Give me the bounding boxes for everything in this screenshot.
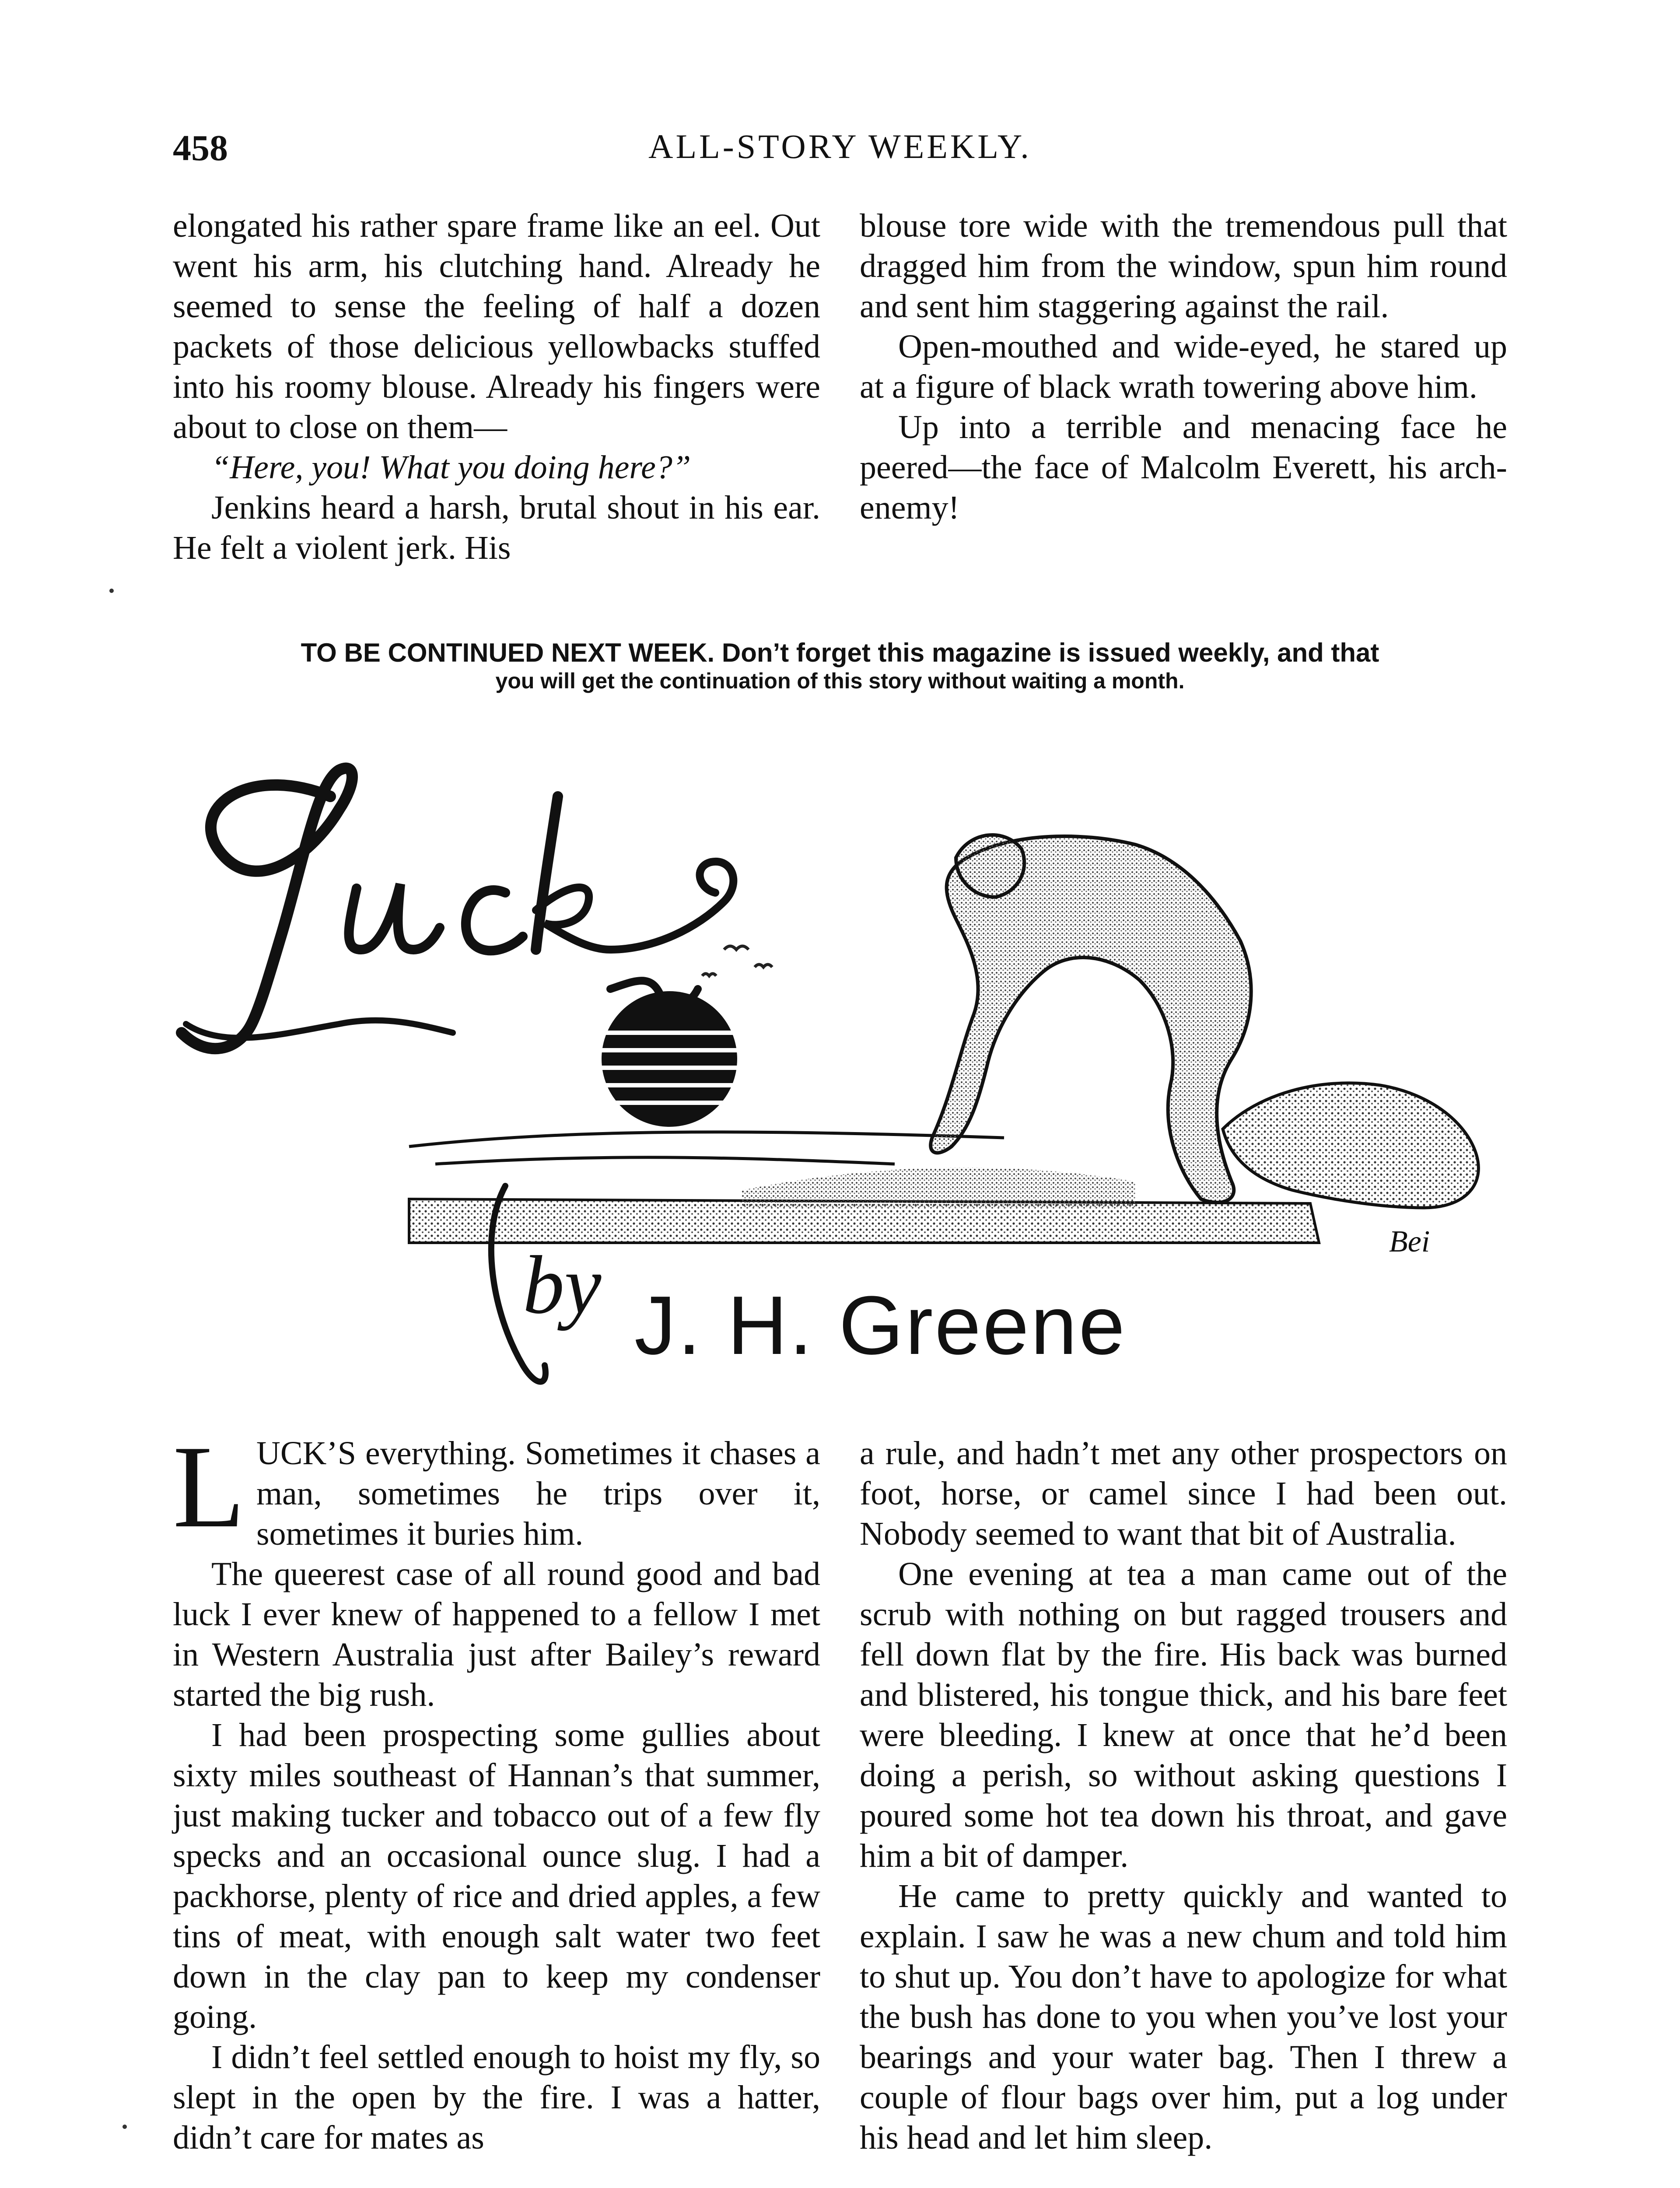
author-name: J. H. Greene [634,1279,1127,1372]
paragraph: I had been prospecting some gullies about sixty miles southeast of Hannan’s that summer, just making tucker and tobacco out of a few fly specks and an occasional ounce slug. I had a packhorse, plenty of rice and dried apples, a few tins of meat, with enough salt water two feet down in the clay pan to keep my condenser going. [173,1717,820,2035]
crouching-man-drawing [931,835,1251,1203]
paragraph: Up into a terrible and menacing face he peered—the face of Malcolm Everett, his arch-enemy! [860,409,1507,526]
top-right-column [860,206,1507,528]
opening-text: UCK’S everything. Sometimes it chases a man, sometimes he trips over it, sometimes it buries him. [256,1435,820,1552]
opening-paragraph [173,1421,820,1554]
notice-line-1: TO BE CONTINUED NEXT WEEK. Don’t forget this magazine is issued weekly, and that [301,638,1379,667]
notice-line-2: you will get the continuation of this story without waiting a month. [495,669,1185,693]
magazine-title: ALL-STORY WEEKLY. [648,127,1032,165]
page-number: 458 [173,128,228,168]
paragraph: He came to pretty quickly and wanted to explain. I saw he was a new chum and told him to shut up. You don’t have to apologize for what the bush has done to you when you’ve lost your bearings and your water bag. Then I threw a couple of flour bags over him, put a log under his head and let him sleep. [860,1878,1507,2156]
print-speck [109,589,114,593]
paragraph: Jenkins heard a harsh, brutal shout in his ear. He felt a violent jerk. His [173,489,820,566]
lying-man-drawing [1223,1083,1478,1208]
paragraph: elongated his rather spare frame like an eel. Out went his arm, his clutching hand. Already he seemed to sense the feeling of half a dozen packets of those delicious yellowbacks stuffed into his roomy blouse. Already his fingers were about to close on them— [173,207,820,445]
drop-cap: L [173,1421,245,1552]
story-title-text: Luck [173,697,182,701]
horizon-lines [409,1132,1004,1164]
dialogue-line: “Here, you! What you doing here?” [211,449,691,486]
paragraph: One evening at tea a man came out of the scrub with nothing on but ragged trousers and fell down flat by the fire. His back was burned and blistered, his tongue thick, and his bare feet were bleeding. I knew at once that he’d been doing a perish, so without asking questions I poured some hot tea down his throat, and gave him a bit of damper. [860,1556,1507,1874]
paragraph: a rule, and hadn’t met any other prospectors on foot, horse, or camel since I had been out. Nobody seemed to want that bit of Australia. [860,1435,1507,1552]
byline-prefix: by [523,1239,602,1331]
paragraph: Open-mouthed and wide-eyed, he stared up at a figure of black wrath towering above him. [860,328,1507,405]
paragraph: I didn’t feel settled enough to hoist my fly, so slept in the open by the fire. I was a hatter, didn’t care for mates as [173,2039,820,2156]
page-header [173,127,1507,184]
print-speck [122,2125,127,2129]
birds-drawing [702,946,772,976]
paragraph: blouse tore wide with the tremendous pull that dragged him from the window, spun him round and sent him staggering against the rail. [860,207,1507,325]
bottom-right-column [860,1433,1507,2158]
bottom-left-column [173,1421,820,2158]
continued-notice [173,639,1507,695]
paragraph: The queerest case of all round good and bad luck I ever knew of happened to a fellow I met in Western Australia just after Bailey’s reward started the big rush. [173,1556,820,1713]
artist-signature: Bei [1389,1225,1430,1259]
setting-sun [602,991,737,1127]
top-left-column [173,206,820,568]
